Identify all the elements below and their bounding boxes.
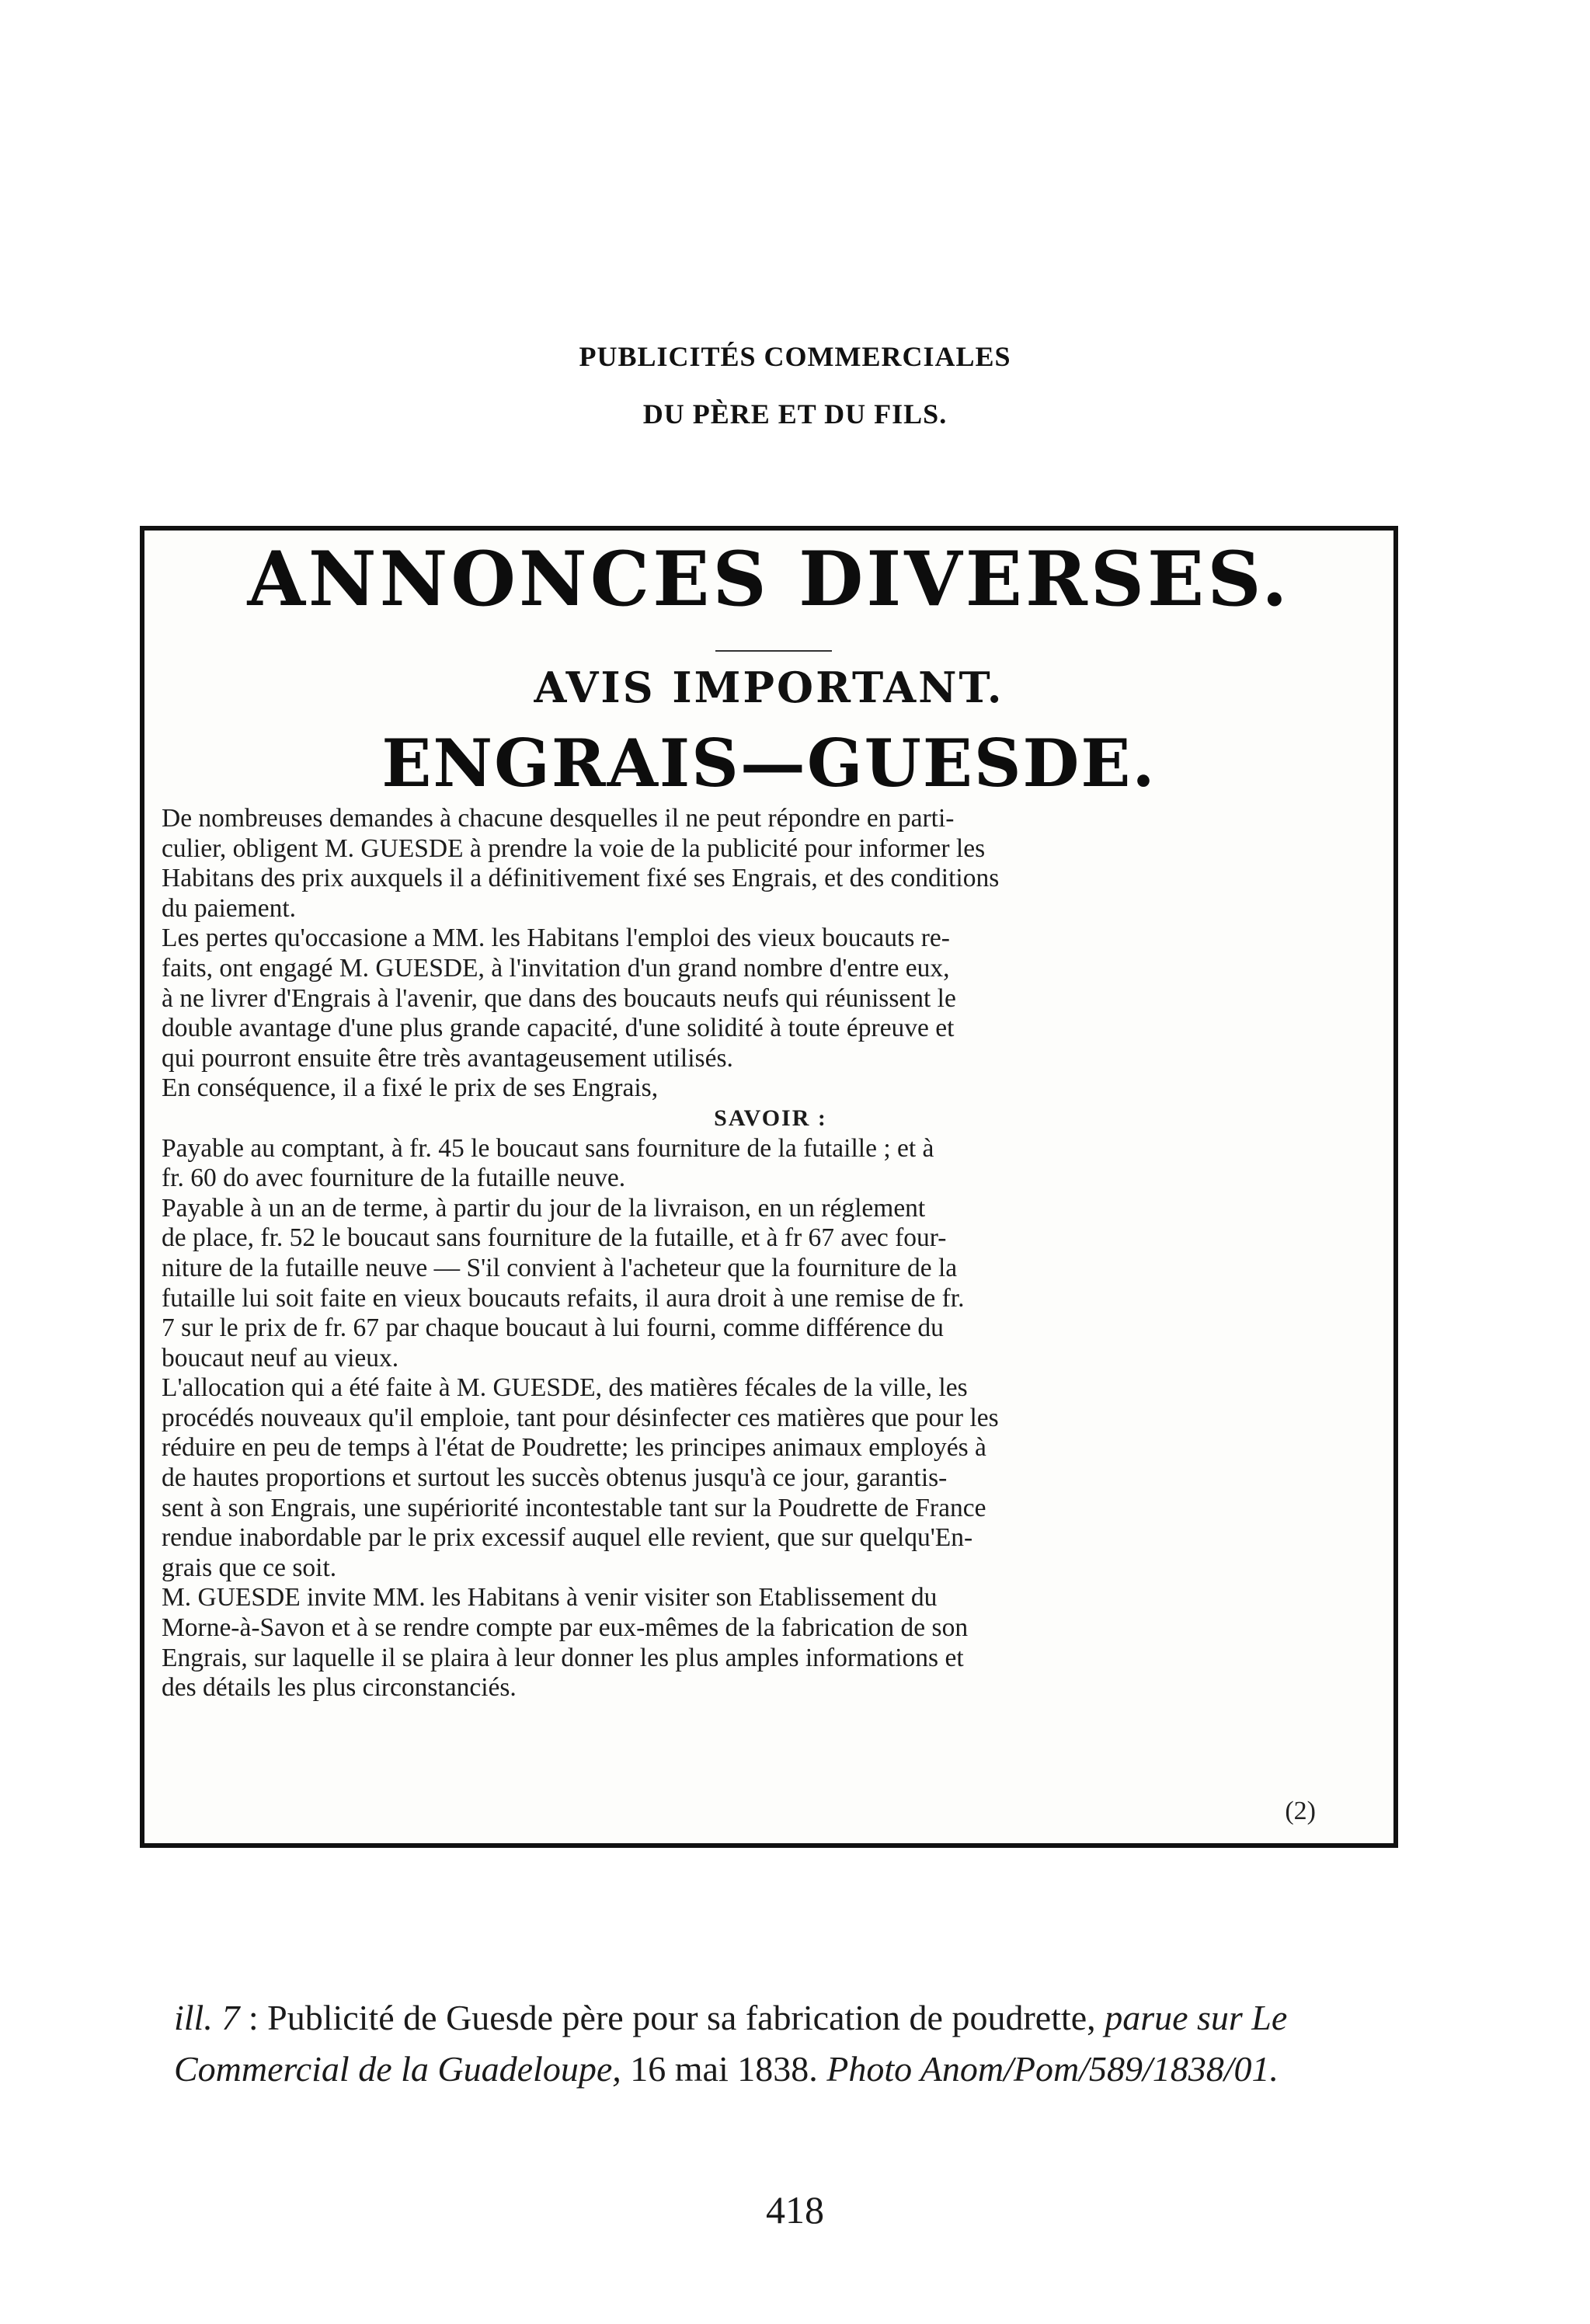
clipping-line: Morne-à-Savon et à se rendre compte par eux-mêmes de la fabrication de son bbox=[162, 1613, 969, 1643]
clipping-line: L'allocation qui a été faite à M. GUESDE, des matières fécales de la ville, les bbox=[162, 1373, 968, 1403]
clipping-line: Les pertes qu'occasione a MM. les Habitans l'emploi des vieux boucauts re- bbox=[162, 924, 950, 953]
clipping-rule bbox=[715, 650, 832, 652]
clipping-line: des détails les plus circonstanciés. bbox=[162, 1673, 517, 1703]
clipping-line: de hautes proportions et surtout les succès obtenus jusqu'à ce jour, garantis- bbox=[162, 1463, 948, 1493]
clipping-line: Habitans des prix auxquels il a définitivement fixé ses Engrais, et des conditions bbox=[162, 864, 1000, 893]
clipping-line: faits, ont engagé M. GUESDE, à l'invitation d'un grand nombre d'entre eux, bbox=[162, 953, 950, 983]
clipping-line: M. GUESDE invite MM. les Habitans à venir visiter son Etablissement du bbox=[162, 1583, 938, 1613]
clipping-line: procédés nouveaux qu'il emploie, tant pour désinfecter ces matières que pour les bbox=[162, 1403, 999, 1432]
clipping-line: sent à son Engrais, une supériorité incontestable tant sur la Poudrette de France bbox=[162, 1493, 986, 1522]
clipping-line: grais que ce soit. bbox=[162, 1553, 337, 1582]
clipping-brand-title: ENGRAIS—GUESDE. bbox=[381, 725, 1157, 802]
caption-ill-label: ill. bbox=[174, 1998, 213, 2037]
clipping-line: Engrais, sur laquelle il se plaira à leur donner les plus amples informations et bbox=[162, 1643, 964, 1672]
clipping-line: fr. 60 do avec fourniture de la futaille neuve. bbox=[162, 1164, 626, 1193]
clipping-line: de place, fr. 52 le boucaut sans fourniture de la futaille, et à fr 67 avec four- bbox=[162, 1223, 947, 1253]
clipping-line: réduire en peu de temps à l'état de Poudrette; les principes animaux employés à bbox=[162, 1433, 986, 1463]
clipping-line: niture de la futaille neuve — S'il convient à l'acheteur que la fourniture de la bbox=[162, 1253, 958, 1282]
clipping-line: En conséquence, il a fixé le prix de ses Engrais, bbox=[162, 1073, 659, 1103]
figure-caption bbox=[174, 1992, 1417, 2095]
clipping-line: Payable à un an de terme, à partir du jour de la livraison, en un réglement bbox=[162, 1193, 926, 1223]
caption-photo-ref: Photo Anom/Pom/589/1838/01. bbox=[826, 2049, 1279, 2089]
clipping-line: double avantage d'une plus grande capacité, d'une solidité à toute épreuve et bbox=[162, 1014, 955, 1043]
clipping-line: boucaut neuf au vieux. bbox=[162, 1343, 399, 1372]
clipping-line: 7 sur le prix de fr. 67 par chaque boucaut à lui fourni, comme différence du bbox=[162, 1313, 944, 1343]
clipping-masthead: ANNONCES DIVERSES. bbox=[247, 535, 1291, 623]
clipping-line: SAVOIR : bbox=[714, 1105, 827, 1131]
clipping-body bbox=[162, 804, 1380, 1703]
caption-ill-number: 7 bbox=[221, 1998, 240, 2037]
newspaper-clipping bbox=[140, 526, 1398, 1848]
clipping-line: qui pourront ensuite être très avantageusement utilisés. bbox=[162, 1043, 733, 1073]
section-title-line-2: DU PÈRE ET DU FILS. bbox=[642, 398, 948, 430]
clipping-line: De nombreuses demandes à chacune desquelles il ne peut répondre en parti- bbox=[162, 804, 955, 833]
caption-source: parue sur Le Commercial de la Guadeloupe, bbox=[174, 1998, 1288, 2089]
caption-separator: : bbox=[239, 1998, 268, 2037]
caption-text: Publicité de Guesde père pour sa fabrication de poudrette, bbox=[267, 1998, 1105, 2037]
clipping-line: futaille lui soit faite en vieux boucauts refaits, il aura droit à une remise de fr. bbox=[162, 1283, 965, 1313]
section-title-line-1: PUBLICITÉS COMMERCIALES bbox=[579, 341, 1011, 372]
clipping-subhead: AVIS IMPORTANT. bbox=[534, 663, 1004, 712]
clipping-line: du paiement. bbox=[162, 893, 297, 923]
clipping-reference: (2) bbox=[1285, 1797, 1316, 1825]
clipping-line: culier, obligent M. GUESDE à prendre la voie de la publicité pour informer les bbox=[162, 833, 986, 863]
clipping-line: Payable au comptant, à fr. 45 le boucaut sans fourniture de la futaille ; et à bbox=[162, 1133, 934, 1163]
clipping-line: à ne livrer d'Engrais à l'avenir, que dans des boucauts neufs qui réunissent le bbox=[162, 983, 956, 1013]
caption-date: 16 mai 1838. bbox=[621, 2049, 827, 2089]
page-number: 418 bbox=[766, 2188, 824, 2232]
clipping-line: rendue inabordable par le prix excessif auquel elle revient, que sur quelqu'En- bbox=[162, 1523, 973, 1553]
